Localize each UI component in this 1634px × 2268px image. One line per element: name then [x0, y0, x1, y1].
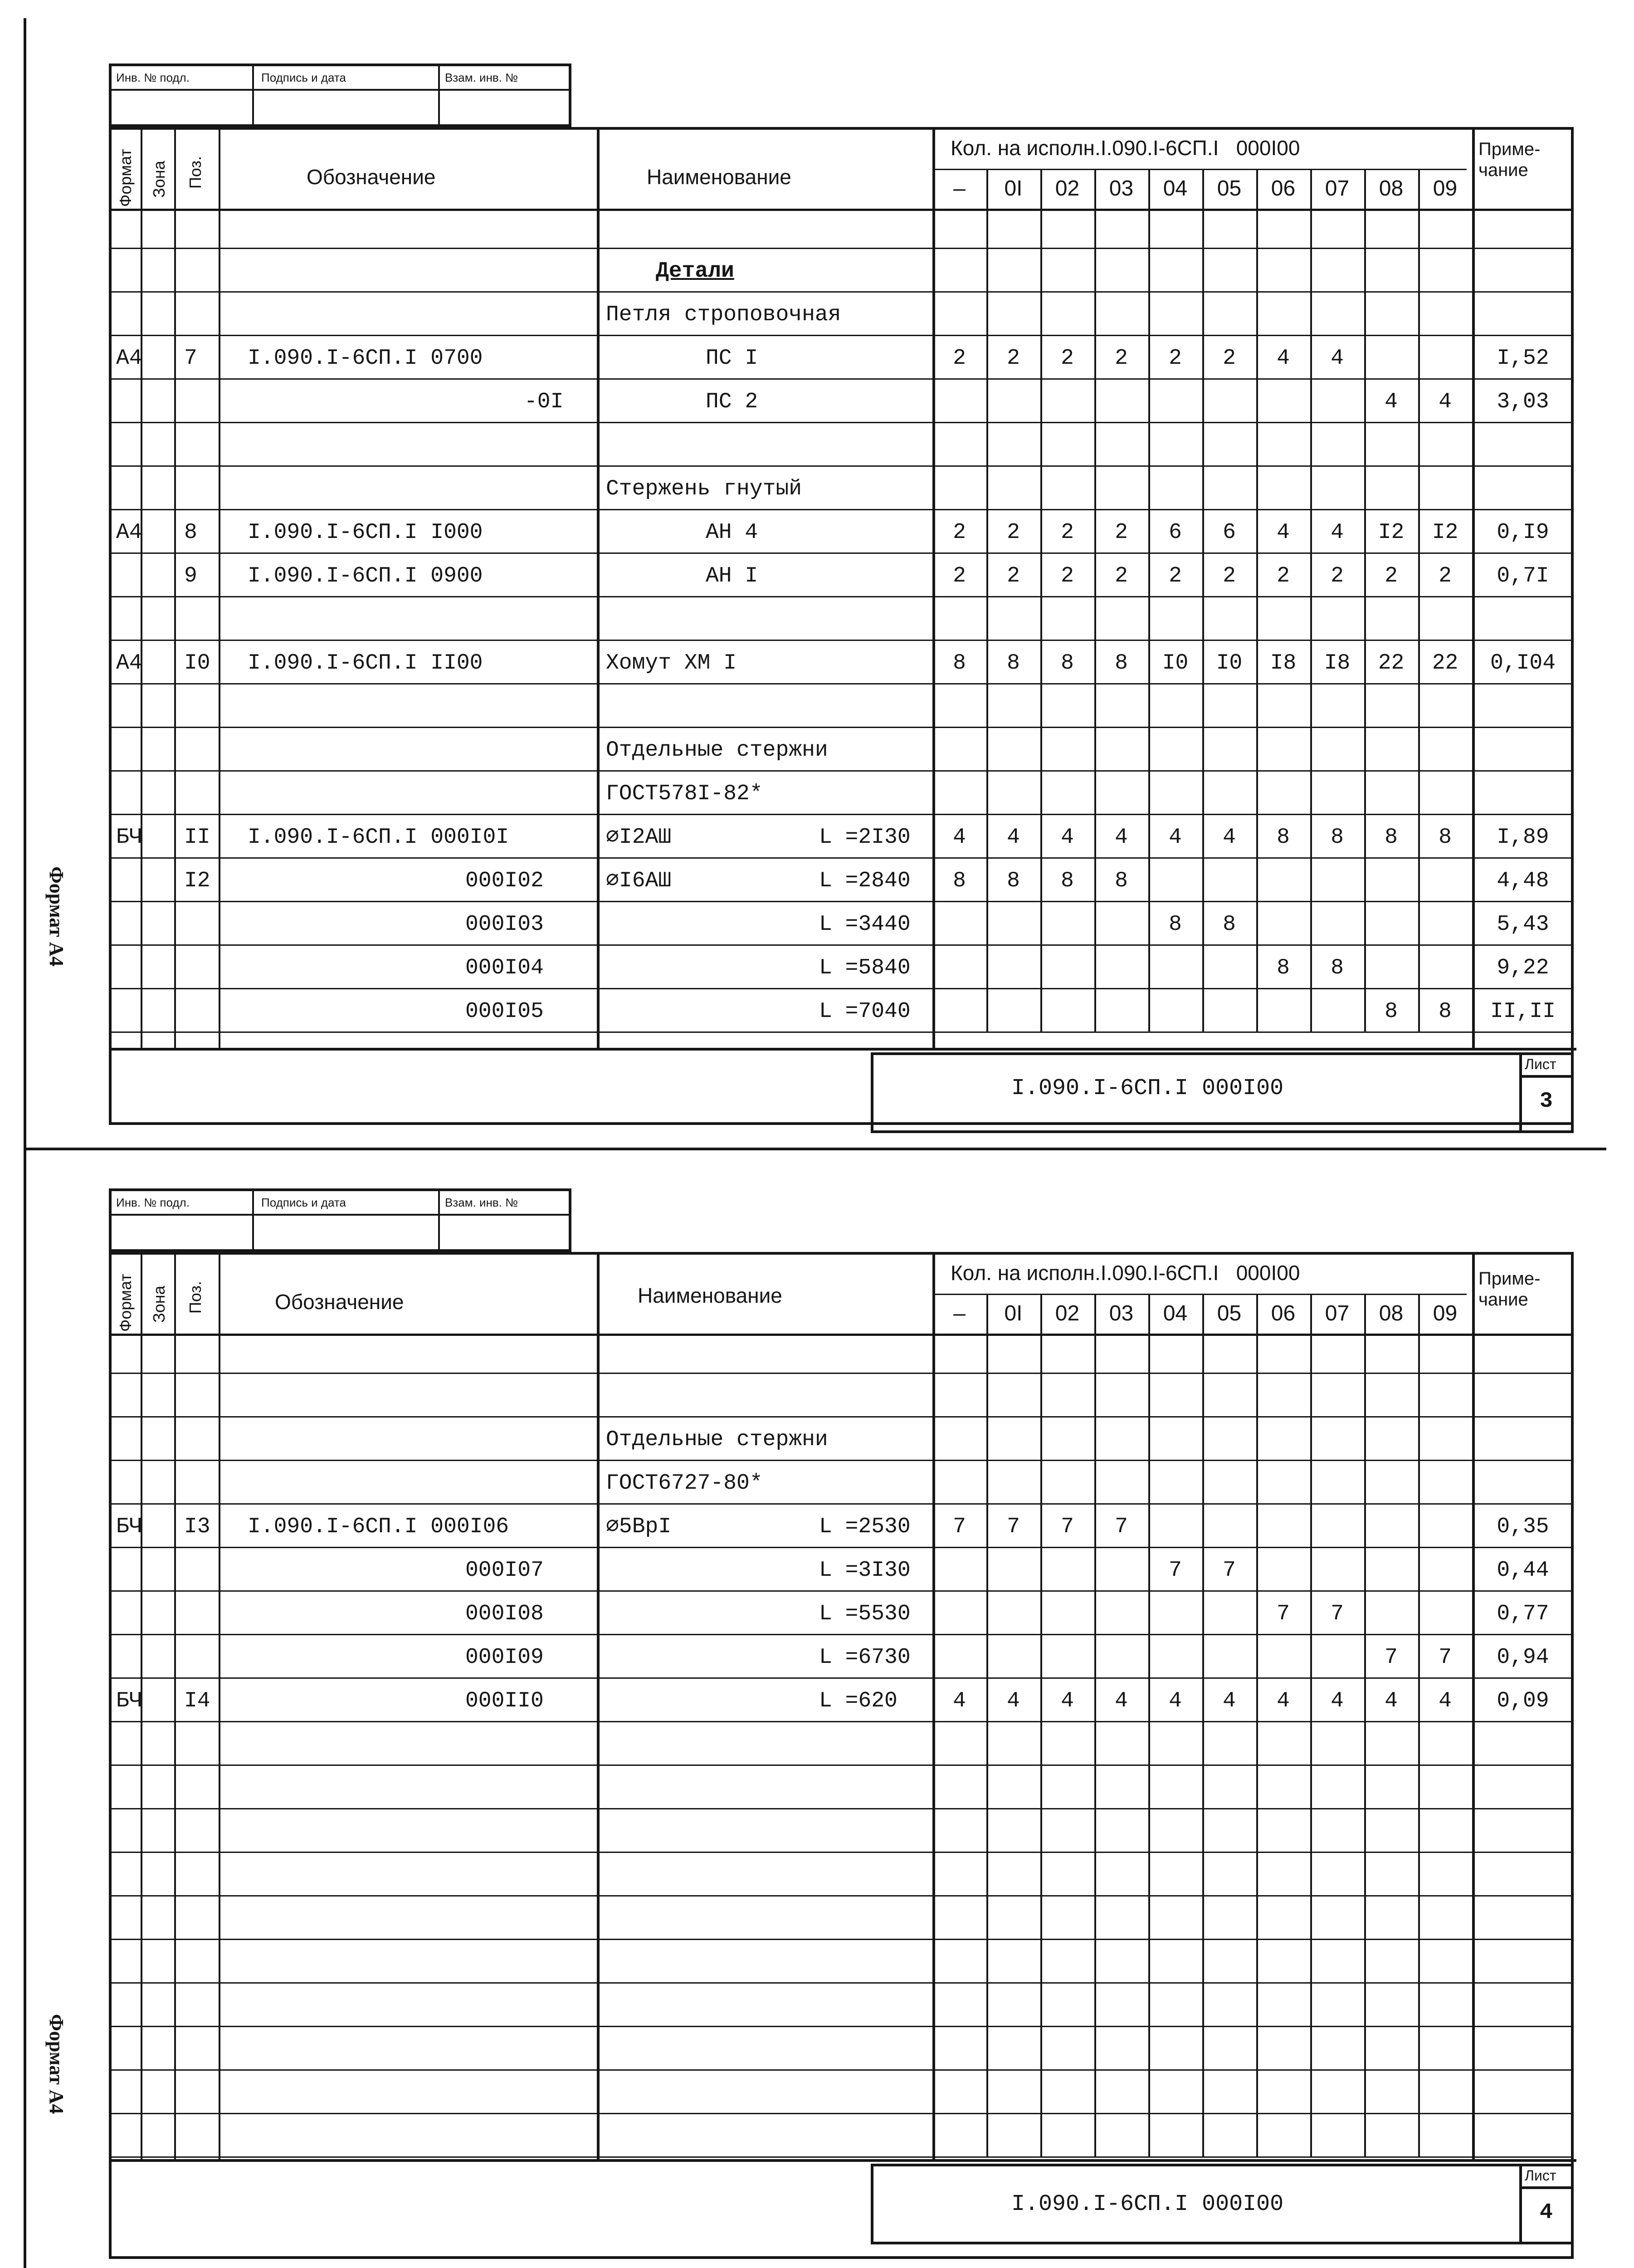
cell-designation: 000I09 [465, 1645, 544, 1670]
cell-name: Отдельные стержни [606, 1427, 828, 1452]
cell-length: L =3440 [819, 912, 911, 937]
cell-qty: 8 [1061, 651, 1074, 675]
header-zone: Зона [150, 161, 168, 198]
cell-qty: 4 [1331, 520, 1344, 545]
cell-qty: 8 [1115, 869, 1128, 893]
cell-length: L =5840 [819, 956, 911, 980]
cell-qty: 4 [1115, 1689, 1128, 1713]
cell-name: Детали [656, 259, 734, 284]
variant-header: 04 [1163, 176, 1188, 200]
cell-qty: 4 [1277, 520, 1290, 545]
cell-qty: 7 [1061, 1515, 1074, 1539]
cell-qty: 6 [1223, 520, 1236, 545]
cell-qty: I2 [1378, 520, 1405, 545]
cell-length: L =7040 [819, 999, 911, 1024]
cell-note: 0,94 [1497, 1645, 1549, 1670]
cell-qty: I0 [1162, 651, 1189, 675]
variant-header: 03 [1109, 176, 1134, 200]
cell-note: 0,I9 [1497, 520, 1549, 545]
cell-qty: 7 [1223, 1558, 1236, 1583]
cell-length: L =2I30 [819, 825, 911, 850]
cell-qty: 7 [1169, 1558, 1182, 1583]
cell-name: ГОСТ6727-80* [606, 1471, 763, 1496]
cell-name: ⌀5ВрI [606, 1515, 672, 1539]
cell-qty: 7 [1331, 1602, 1344, 1626]
cell-qty: 2 [1385, 564, 1398, 588]
cell-name: ПС I [706, 346, 758, 371]
cell-note: 0,44 [1497, 1558, 1549, 1583]
cell-name: Петля строповочная [606, 303, 841, 327]
cell-qty: 7 [1007, 1515, 1020, 1539]
cell-designation: 000I05 [465, 999, 544, 1024]
cell-note: 0,I04 [1490, 651, 1556, 675]
cell-qty: 8 [1439, 825, 1452, 850]
cell-qty: 4 [1169, 1689, 1182, 1713]
cell-length: L =2530 [819, 1515, 911, 1539]
cell-position: 8 [184, 520, 197, 545]
format-label-2: Формат А4 [45, 2014, 68, 2114]
cell-qty: 8 [1115, 651, 1128, 675]
header-note: Приме- чание [1478, 139, 1541, 180]
cell-designation: I.090.I-6СП.I 000I0I [248, 825, 509, 850]
cell-name: ПС 2 [706, 390, 758, 414]
cell-designation: I.090.I-6СП.I 0900 [248, 564, 483, 588]
cell-qty: I8 [1270, 651, 1297, 675]
cell-length: L =6730 [819, 1645, 911, 1670]
cell-qty: 7 [1277, 1602, 1290, 1626]
cell-length: L =620 [819, 1689, 897, 1713]
sheet-number: 4 [1540, 2200, 1553, 2225]
approval-stamp [109, 1188, 571, 1252]
cell-qty: 2 [1223, 564, 1236, 588]
variant-header: 08 [1379, 1301, 1404, 1325]
cell-qty: 8 [1277, 825, 1290, 850]
cell-qty: 4 [1115, 825, 1128, 850]
cell-position: I4 [184, 1689, 210, 1713]
spec-frame [109, 127, 1574, 1125]
cell-qty: 2 [1169, 346, 1182, 371]
cell-format: А4 [116, 520, 142, 545]
cell-designation: 000I04 [465, 956, 544, 980]
cell-qty: 4 [1223, 825, 1236, 850]
cell-qty: 8 [1223, 912, 1236, 937]
cell-position: 7 [184, 346, 197, 371]
cell-qty: 8 [1007, 869, 1020, 893]
cell-note: I,89 [1497, 825, 1549, 850]
cell-qty: 4 [1331, 346, 1344, 371]
cell-qty: 2 [1007, 564, 1020, 588]
cell-qty: 8 [1331, 956, 1344, 980]
variant-header: 0I [1004, 176, 1023, 200]
cell-qty: 2 [1169, 564, 1182, 588]
cell-designation: 000I02 [465, 869, 544, 893]
cell-qty: 22 [1432, 651, 1458, 675]
cell-qty: 6 [1169, 520, 1182, 545]
cell-qty: 8 [1061, 869, 1074, 893]
header-pos: Поз. [186, 1281, 205, 1314]
sheet-number: 3 [1540, 1089, 1553, 1114]
cell-position: I0 [184, 651, 210, 675]
cell-designation: I.090.I-6СП.I II00 [248, 651, 483, 675]
cell-format: БЧ [116, 825, 142, 850]
cell-position: I2 [184, 869, 210, 893]
cell-note: 0,35 [1497, 1515, 1549, 1539]
cell-qty: 2 [1061, 346, 1074, 371]
cell-note: 0,77 [1497, 1602, 1549, 1626]
cell-qty: 8 [1385, 825, 1398, 850]
cell-qty: 2 [1115, 346, 1128, 371]
header-designation: Обозначение [307, 165, 436, 189]
cell-qty: I0 [1216, 651, 1243, 675]
header-note: Приме- чание [1478, 1269, 1541, 1310]
cell-qty: 2 [953, 346, 966, 371]
cell-format: А4 [116, 651, 142, 675]
variant-header: 07 [1325, 1301, 1350, 1325]
approval-stamp [109, 64, 571, 127]
cell-position: I3 [184, 1515, 210, 1539]
cell-designation: 000II0 [465, 1689, 544, 1713]
cell-qty: I8 [1324, 651, 1351, 675]
spec-frame [109, 1252, 1574, 2259]
variant-header: – [953, 176, 966, 200]
cell-note: I,52 [1497, 346, 1549, 371]
cell-qty: 8 [1277, 956, 1290, 980]
header-pos: Поз. [186, 156, 205, 189]
cell-qty: 4 [1007, 1689, 1020, 1713]
cell-qty: 2 [953, 520, 966, 545]
cell-qty: 4 [1385, 390, 1398, 414]
cell-note: 0,09 [1497, 1689, 1549, 1713]
cell-qty: 4 [1061, 1689, 1074, 1713]
cell-qty: 2 [1061, 564, 1074, 588]
format-label-1: Формат А4 [45, 866, 68, 967]
stamp-inv-orig: Инв. № подл. [116, 71, 190, 84]
cell-qty: 4 [953, 825, 966, 850]
header-designation: Обозначение [275, 1290, 404, 1314]
cell-note: 0,7I [1497, 564, 1549, 588]
sheet-label: Лист [1525, 2167, 1556, 2184]
cell-name: ⌀I2АШ [606, 825, 672, 850]
header-name: Наименование [647, 165, 791, 189]
cell-qty: 8 [1439, 999, 1452, 1024]
cell-qty: 8 [953, 869, 966, 893]
cell-qty: 4 [1385, 1689, 1398, 1713]
variant-header: 04 [1163, 1301, 1188, 1325]
cell-designation: I.090.I-6СП.I 000I06 [248, 1515, 509, 1539]
stamp-sign-date: Подпись и дата [261, 71, 346, 84]
header-name: Наименование [638, 1284, 782, 1307]
cell-note: 3,03 [1497, 390, 1549, 414]
variant-header: 03 [1109, 1301, 1134, 1325]
stamp-replace-inv: Взам. инв. № [445, 1196, 518, 1209]
cell-qty: 8 [1007, 651, 1020, 675]
variant-header: 02 [1055, 176, 1080, 200]
stamp-sign-date: Подпись и дата [261, 1196, 346, 1209]
cell-qty: 7 [1439, 1645, 1452, 1670]
variant-header: 05 [1217, 1301, 1242, 1325]
cell-name: АН I [706, 564, 758, 588]
variant-header: 06 [1271, 176, 1296, 200]
cell-qty: 2 [1115, 564, 1128, 588]
title-doc-code: I.090.I-6СП.I 000I00 [1011, 2191, 1284, 2217]
variant-header: – [953, 1301, 966, 1325]
cell-qty: 4 [1061, 825, 1074, 850]
cell-format: БЧ [116, 1515, 142, 1539]
cell-qty: 4 [1439, 1689, 1452, 1713]
cell-qty: 2 [1439, 564, 1452, 588]
page-border-left [24, 18, 26, 2268]
header-qty: Кол. на исполн.I.090.I-6СП.I 000I00 [951, 1261, 1300, 1285]
cell-qty: 2 [1331, 564, 1344, 588]
variant-header: 09 [1433, 1301, 1458, 1325]
cell-note: 9,22 [1497, 956, 1549, 980]
cell-length: L =2840 [819, 869, 911, 893]
cell-qty: 2 [1115, 520, 1128, 545]
sheet-separator [24, 1148, 1606, 1150]
cell-qty: 4 [1331, 1689, 1344, 1713]
cell-name: Стержень гнутый [606, 477, 802, 501]
cell-designation: -0I [524, 390, 564, 414]
cell-qty: 2 [1277, 564, 1290, 588]
cell-name: ⌀I6АШ [606, 869, 672, 893]
variant-header: 02 [1055, 1301, 1080, 1325]
cell-designation: 000I08 [465, 1602, 544, 1626]
header-format: Формат [116, 1274, 135, 1332]
cell-note: II,II [1490, 999, 1556, 1024]
variant-header: 05 [1217, 176, 1242, 200]
cell-format: БЧ [116, 1689, 142, 1713]
cell-qty: 2 [1007, 346, 1020, 371]
cell-qty: 4 [1277, 346, 1290, 371]
cell-qty: 2 [953, 564, 966, 588]
header-zone: Зона [150, 1286, 168, 1323]
cell-qty: 8 [953, 651, 966, 675]
cell-qty: 4 [1169, 825, 1182, 850]
variant-header: 08 [1379, 176, 1404, 200]
variant-header: 0I [1004, 1301, 1023, 1325]
cell-qty: 8 [1169, 912, 1182, 937]
cell-qty: 8 [1385, 999, 1398, 1024]
header-format: Формат [116, 149, 135, 207]
cell-qty: 4 [1277, 1689, 1290, 1713]
cell-qty: 2 [1007, 520, 1020, 545]
cell-qty: 7 [1385, 1645, 1398, 1670]
cell-name: АН 4 [706, 520, 758, 545]
sheet-4 [109, 1188, 1578, 2259]
cell-qty: 7 [1115, 1515, 1128, 1539]
cell-designation: I.090.I-6СП.I I000 [248, 520, 483, 545]
cell-qty: 2 [1061, 520, 1074, 545]
cell-qty: 7 [953, 1515, 966, 1539]
variant-header: 07 [1325, 176, 1350, 200]
cell-qty: 4 [953, 1689, 966, 1713]
cell-note: 4,48 [1497, 869, 1549, 893]
cell-length: L =5530 [819, 1602, 911, 1626]
cell-designation: I.090.I-6СП.I 0700 [248, 346, 483, 371]
sheet-label: Лист [1525, 1056, 1556, 1072]
cell-designation: 000I03 [465, 912, 544, 937]
cell-designation: 000I07 [465, 1558, 544, 1583]
header-qty: Кол. на исполн.I.090.I-6СП.I 000I00 [951, 136, 1300, 160]
cell-length: L =3I30 [819, 1558, 911, 1583]
variant-header: 09 [1433, 176, 1458, 200]
cell-qty: 2 [1223, 346, 1236, 371]
cell-qty: 4 [1007, 825, 1020, 850]
cell-position: 9 [184, 564, 197, 588]
cell-name: Отдельные стержни [606, 738, 828, 763]
cell-qty: 4 [1439, 390, 1452, 414]
sheet-3 [109, 64, 1578, 1125]
cell-name: Хомут ХМ I [606, 651, 737, 675]
stamp-replace-inv: Взам. инв. № [445, 71, 518, 84]
cell-qty: 4 [1223, 1689, 1236, 1713]
stamp-inv-orig: Инв. № подл. [116, 1196, 190, 1209]
cell-name: ГОСТ578I-82* [606, 782, 763, 806]
cell-format: А4 [116, 346, 142, 371]
cell-qty: 8 [1331, 825, 1344, 850]
cell-note: 5,43 [1497, 912, 1549, 937]
cell-qty: I2 [1432, 520, 1458, 545]
cell-position: II [184, 825, 210, 850]
cell-qty: 22 [1378, 651, 1405, 675]
title-doc-code: I.090.I-6СП.I 000I00 [1011, 1075, 1284, 1101]
variant-header: 06 [1271, 1301, 1296, 1325]
